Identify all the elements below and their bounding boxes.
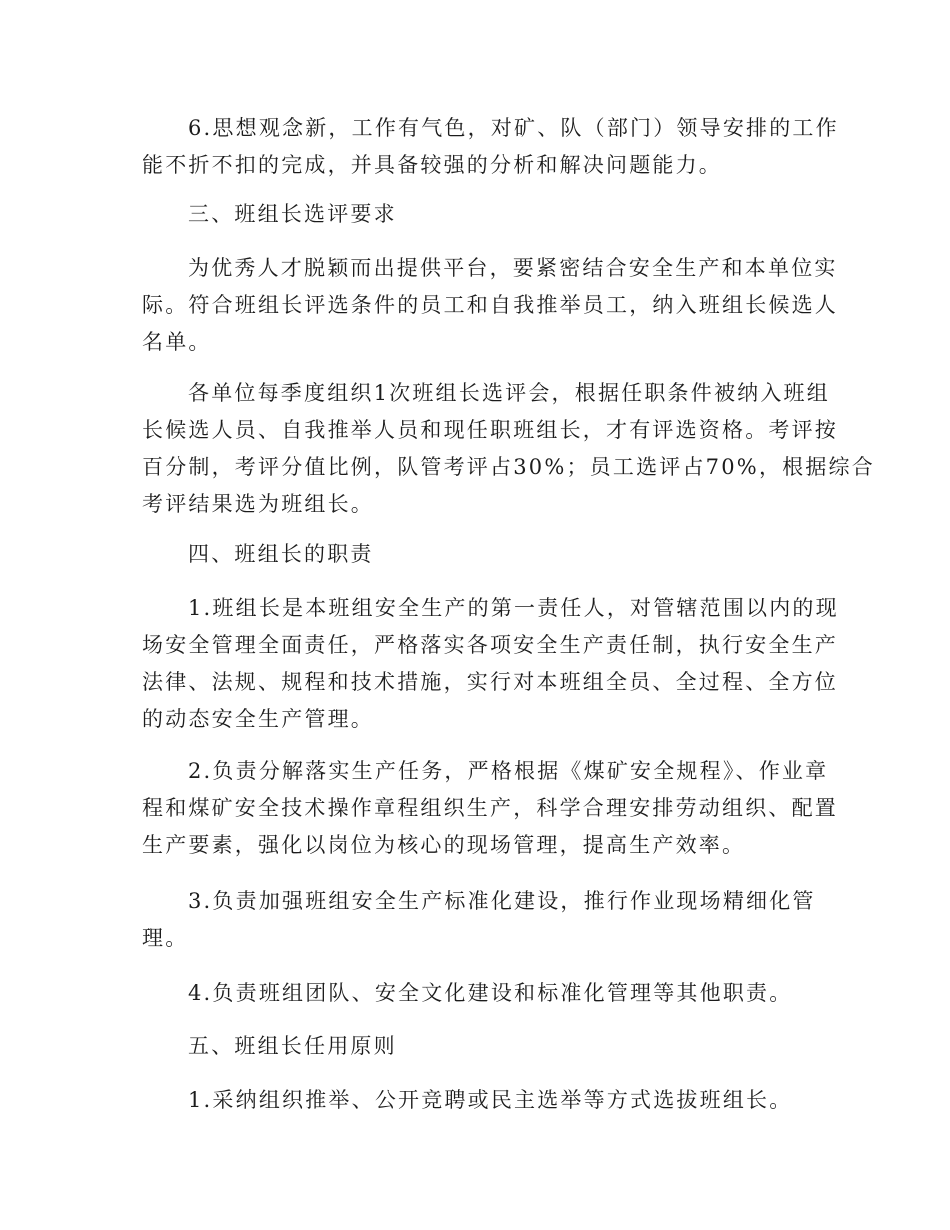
text-line: 各单位每季度组织1次班组长选评会，根据任职条件被纳入班组 <box>188 381 830 405</box>
section-heading-5 <box>142 1028 810 1065</box>
paragraph-evaluation <box>142 375 875 523</box>
text-line: 为优秀人才脱颖而出提供平台，要紧密结合安全生产和本单位实 <box>188 256 838 280</box>
text-line: 1.班组长是本班组安全生产的第一责任人，对管辖范围以内的现 <box>188 596 839 620</box>
text-line: 的动态安全生产管理。 <box>142 707 374 731</box>
text-line: 1.采纳组织推举、公开竞聘或民主选举等方式选拔班组长。 <box>188 1088 793 1112</box>
text-line: 长候选人员、自我推举人员和现任职班组长，才有评选资格。考评按 <box>142 418 838 442</box>
paragraph-duty-4 <box>142 975 810 1012</box>
text-line: 三、班组长选评要求 <box>188 202 397 226</box>
text-line: 四、班组长的职责 <box>188 542 374 566</box>
paragraph-principle-1 <box>142 1082 810 1119</box>
section-heading-3 <box>142 196 810 233</box>
paragraph-duty-1 <box>142 590 839 738</box>
text-line: 法律、法规、规程和技术措施，实行对本班组全员、全过程、全方位 <box>142 670 838 694</box>
text-line: 理。 <box>142 926 189 950</box>
text-line: 五、班组长任用原则 <box>188 1034 397 1058</box>
text-line: 场安全管理全面责任，严格落实各项安全生产责任制，执行安全生产 <box>142 633 838 657</box>
text-line: 考评结果选为班组长。 <box>142 492 374 516</box>
paragraph-duty-2 <box>142 753 838 864</box>
text-line: 程和煤矿安全技术操作章程组织生产，科学合理安排劳动组织、配置 <box>142 796 838 820</box>
text-line: 生产要素，强化以岗位为核心的现场管理，提高生产效率。 <box>142 833 746 857</box>
paragraph-duty-3 <box>142 883 816 957</box>
text-line: 4.负责班组团队、安全文化建设和标准化管理等其他职责。 <box>188 981 793 1005</box>
paragraph-platform <box>142 250 838 361</box>
text-line: 能不折不扣的完成，并具备较强的分析和解决问题能力。 <box>142 153 722 177</box>
text-line: 际。符合班组长评选条件的员工和自我推举员工，纳入班组长候选人 <box>142 293 838 317</box>
text-line: 百分制，考评分值比例，队管考评占30%；员工选评占70%，根据综合 <box>142 455 875 479</box>
paragraph-item-6 <box>142 110 839 184</box>
section-heading-4 <box>142 536 810 573</box>
text-line: 2.负责分解落实生产任务，严格根据《煤矿安全规程》、作业章 <box>188 759 829 783</box>
text-line: 名单。 <box>142 330 212 354</box>
text-line: 3.负责加强班组安全生产标准化建设，推行作业现场精细化管 <box>188 889 816 913</box>
text-line: 6.思想观念新，工作有气色，对矿、队（部门）领导安排的工作 <box>188 116 839 140</box>
